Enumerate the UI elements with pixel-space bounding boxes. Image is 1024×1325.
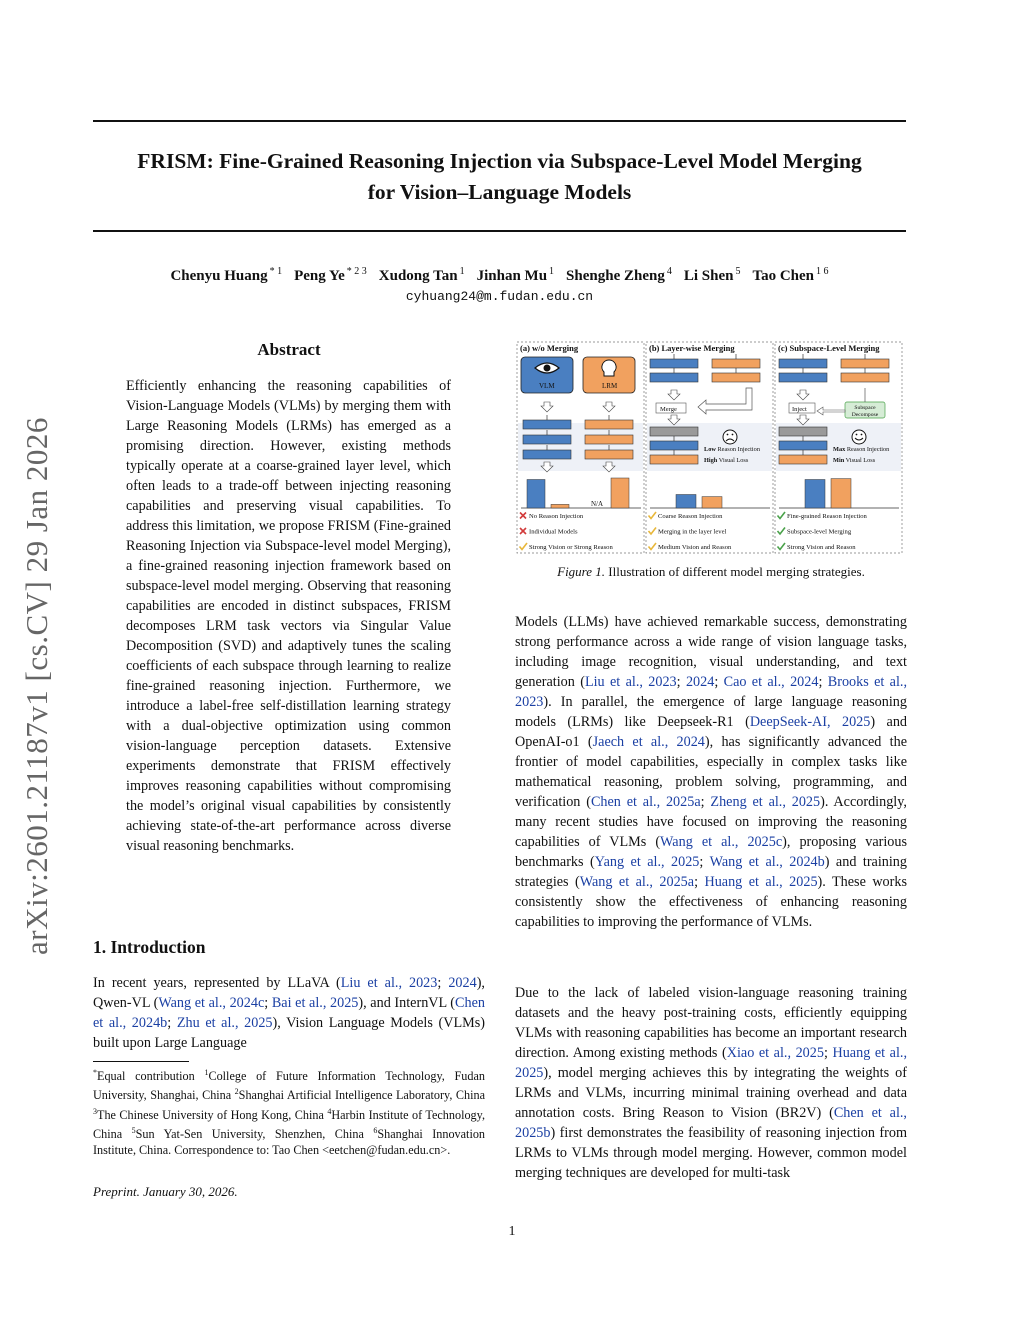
citation-link[interactable]: Xiao et al., 2025 [726, 1045, 824, 1061]
vlm-layer-block [523, 435, 571, 444]
paragraph-text: Models (LLMs) have achieved remarkable success, demonstrating strong performance across a wide range of vision language tasks, including image recognition, visual understanding, and text generation ( [515, 614, 907, 690]
panel-item-text: Fine-grained Reason Injection [787, 513, 867, 520]
lrm-layer-block [650, 455, 698, 464]
affiliation-text: The Chinese University of Hong Kong, China [97, 1107, 324, 1122]
paragraph-text: ) and OpenAI-o1 ( [515, 714, 908, 750]
subspace-decompose-word: Decompose [851, 412, 879, 418]
subspace-decompose-label [852, 405, 879, 418]
preprint-note: Preprint. January 30, 2026. [93, 1184, 238, 1199]
paragraph-text: ; [676, 674, 686, 690]
correspondence-note: Correspondence to: Tao Chen <eetchen@fudan.edu.cn>. [174, 1143, 451, 1158]
note-text: Reason Injection [715, 446, 760, 453]
inject-label: Inject [792, 406, 807, 413]
capability-bar [805, 480, 825, 509]
affiliation-text: College of Future Information Technology, Fudan University, Shanghai, China [93, 1069, 485, 1103]
paragraph-text: ), and InternVL ( [358, 995, 456, 1011]
author-affiliation-marks: 1 [549, 266, 555, 277]
paper-title [93, 146, 906, 208]
panel-item-text: Medium Vision and Reason [658, 544, 732, 551]
panel-item-text: Merging in the layer level [658, 528, 727, 536]
lrm-label: LRM [602, 382, 618, 390]
citation-link[interactable]: Huang et al., 2025 [515, 1045, 907, 1081]
author-name: Xudong Tan [378, 268, 458, 284]
face-eye [732, 434, 734, 436]
section-heading-introduction: 1. Introduction [93, 937, 206, 957]
citation-link[interactable]: Wang et al., 2025c [660, 834, 783, 850]
panel-title: (b) Layer-wise Merging [649, 343, 735, 353]
author-name: Peng Ye [294, 268, 345, 284]
note-text: Reason Injection [845, 446, 890, 453]
paragraph-text: ; [694, 874, 705, 890]
citation-link[interactable]: Chen et al., 2025a [590, 794, 701, 810]
citation-link[interactable]: Wang et al., 2024c [158, 995, 265, 1011]
sad-face-icon [723, 430, 737, 444]
affiliation-number: 5 [131, 1125, 136, 1135]
panel-title: (c) Subspace-Level Merging [778, 343, 880, 353]
paragraph-text: ; [699, 854, 710, 870]
merge-label: Merge [660, 406, 677, 413]
citation-link[interactable]: DeepSeek-AI, 2025 [749, 714, 871, 730]
abstract-heading: Abstract [257, 340, 321, 359]
citation-link[interactable]: 2024 [685, 674, 715, 690]
author-affiliation-marks: * 1 [269, 266, 283, 277]
panel-item-text: Strong Vision and Reason [787, 544, 856, 551]
affiliation-number: 6 [373, 1125, 378, 1135]
contact-email: cyhuang24@m.fudan.edu.cn [405, 289, 594, 304]
lrm-layer-block [779, 455, 827, 464]
citation-link[interactable]: Chen et al., 2025b [515, 1105, 907, 1141]
paragraph-text: ; [167, 1015, 177, 1031]
affiliation-text: Shanghai Artificial Intelligence Laboratory, China [238, 1088, 485, 1103]
capability-bar [831, 479, 851, 508]
panel-shaded-band [518, 423, 643, 471]
panel-item-text: Individual Models [529, 528, 578, 536]
author-affiliation-marks: 1 [459, 266, 465, 277]
citation-link[interactable]: Yang et al., 2025 [594, 854, 700, 870]
citation-link[interactable]: Wang et al., 2024b [709, 854, 825, 870]
paragraph-text: ) and training strategies ( [515, 854, 907, 890]
lrm-layer-block [585, 435, 633, 444]
affiliation-number: 1 [204, 1068, 209, 1077]
citation-link[interactable]: Liu et al., 2023 [584, 674, 677, 690]
citation-link[interactable]: Cao et al., 2024 [723, 674, 819, 690]
affiliation-text: Harbin Institute of Technology, China [93, 1107, 485, 1141]
vlm-layer-block [779, 373, 827, 382]
figure-1-caption [515, 564, 907, 580]
paragraph-text: In recent years, represented by LLaVA ( [93, 975, 341, 991]
affiliation-number: 2 [234, 1087, 239, 1097]
paragraph-text: ), has significantly advanced the frontier of model capabilities, especially in complex tasks like mathematical reasoning, problem solving, programming, and verification ( [515, 734, 908, 810]
author [294, 268, 367, 284]
arxiv-stamp: arXiv:2601.21187v1 [cs.CV] 29 Jan 2026 [19, 417, 54, 955]
merged-layer-block [779, 427, 827, 436]
citation-link[interactable]: Zheng et al., 2025 [710, 794, 821, 810]
author-name: Li Shen [683, 268, 734, 284]
citation-link[interactable]: Huang et al., 2025 [704, 874, 818, 890]
intro-paragraph-1 [93, 973, 485, 1053]
subspace-decompose-word: Subspace [854, 405, 876, 411]
happy-face-icon [852, 430, 866, 444]
affiliation-number: 3 [93, 1106, 97, 1116]
affiliation-text: Sun Yat-Sen University, Shenzhen, China [135, 1126, 364, 1141]
vlm-layer-block [650, 359, 698, 368]
capability-bar [551, 504, 569, 508]
paragraph-text: ). In parallel, the emergence of large language reasoning models (LRMs) like Deepseek-R1 ( [515, 694, 907, 730]
author [477, 268, 554, 284]
capability-bar [676, 495, 696, 509]
paragraph-text: ; [818, 674, 828, 690]
figure-caption-label: Figure 1. [557, 564, 606, 579]
vlm-label: VLM [539, 382, 555, 390]
citation-link[interactable]: Brooks et al., 2023 [515, 674, 907, 710]
footnote-rule [93, 1061, 189, 1062]
right-paragraph-1 [515, 612, 907, 932]
author-affiliation-marks: 4 [666, 266, 672, 277]
note-emphasis: Min [833, 457, 845, 464]
affiliation-text: Shanghai Innovation Institute, China. [93, 1126, 486, 1158]
bar-na-label: N/A [591, 500, 604, 508]
title-line-1: FRISM: Fine-Grained Reasoning Injection via Subspace-Level Model Merging [137, 149, 862, 173]
citation-link[interactable]: Chen et al., 2024b [93, 995, 485, 1031]
note-text: Visual Loss [844, 457, 876, 464]
author [752, 268, 828, 284]
citation-link[interactable]: Zhu et al., 2025 [176, 1015, 273, 1031]
equal-contribution-note: Equal contribution [97, 1069, 195, 1084]
face-eye [727, 434, 729, 436]
paragraph-text: ) first demonstrates the feasibility of reasoning injection from LRMs to VLMs through model merging. However, common model merging techniques are developed for multi-task [515, 1125, 907, 1181]
author-affiliation-marks: 1 6 [816, 266, 829, 277]
layer-merge-note [704, 457, 749, 464]
capability-bar [611, 478, 629, 508]
author [170, 268, 282, 284]
top-rule [93, 120, 906, 122]
lrm-layer-block [585, 420, 633, 429]
citation-link[interactable]: Jaech et al., 2024 [592, 734, 705, 750]
author [379, 268, 465, 284]
face-eye [856, 434, 858, 436]
note-text: Visual Loss [717, 457, 749, 464]
footnote-mark: * [93, 1068, 97, 1077]
page-number: 1 [508, 1224, 516, 1239]
note-emphasis: Low [704, 446, 716, 453]
paragraph-text: ), Vision Language Models (VLMs) built upon Large Language [93, 1015, 485, 1051]
lrm-layer-block [841, 359, 889, 368]
paragraph-text: ; [700, 794, 711, 810]
citation-link[interactable]: Liu et al., 2023 [340, 975, 438, 991]
author-name: Tao Chen [752, 268, 815, 284]
paragraph-text: ; [823, 1045, 833, 1061]
paragraph-text: ; [437, 975, 449, 991]
paragraph-text: Due to the lack of labeled vision-language reasoning training datasets and the heavy post-training costs, efficiently equipping VLMs with reasoning capabilities has become an important research direction. Among existing methods ( [515, 985, 907, 1061]
subspace-merge-note [833, 446, 890, 453]
paragraph-text: ), model merging achieves this by integrating the weights of LRMs and VLMs, incurring minimal training overhead and data annotation costs. Bring Reason to Vision (BR2V) ( [515, 1065, 907, 1121]
paragraph-text: ; [264, 995, 272, 1011]
title-line-2: for Vision–Language Models [367, 180, 632, 204]
paragraph-text: ). These works consistently show the effectiveness of enhancing reasoning capabilities to improving the performance of VLMs. [515, 874, 907, 930]
subspace-merge-note [833, 457, 876, 464]
face-eye [861, 434, 863, 436]
lrm-layer-block [712, 359, 760, 368]
capability-bar [527, 480, 545, 509]
lrm-layer-block [712, 373, 760, 382]
layer-merge-note [704, 446, 761, 453]
vlm-layer-block [523, 420, 571, 429]
vlm-layer-block [779, 441, 827, 450]
panel-item-text: Coarse Reason Injection [658, 513, 723, 520]
author-list [93, 266, 906, 285]
panel-title: (a) w/o Merging [520, 343, 579, 353]
abstract-text: Efficiently enhancing the reasoning capabilities of Vision-Language Models (VLMs) by merging them with Large Reasoning Models (LRMs) has emerged as a promising direction. However, existing methods typically operate at a coarse-grained layer level, which often leads to a trade-off between injecting reasoning capabilities and preserving visual capabilities. To address this limitation, we propose FRISM (Fine-grained Reasoning Injection via Subspace-level model Merging), a fine-grained reasoning injection framework based on subspace-level model merging. Observing that reasoning capabilities are encoded in distinct subspaces, FRISM decomposes LRM task vectors via Singular Value Decomposition (SVD) and adaptively tunes the scaling coefficients of each subspace through learning to realize fine-grained reasoning injection. Furthermore, we introduce a label-free self-distillation learning strategy with a dual-objective optimization using common vision-language perception datasets. Extensive experiments demonstrate that FRISM effectively improves reasoning capabilities without compromising the model’s original visual capabilities by consistently achieving state-of-the-art performance across diverse visual reasoning benchmarks. [126, 378, 451, 854]
paragraph-text: ). Accordingly, many recent studies have focused on improving the reasoning capabilities of VLMs ( [515, 794, 907, 850]
author-name: Shenghe Zheng [566, 268, 665, 284]
title-bottom-rule [93, 230, 906, 232]
author-name: Jinhan Mu [476, 268, 548, 284]
figure-caption-text: Illustration of different model merging strategies. [608, 564, 865, 579]
eye-pupil [544, 365, 551, 372]
author-affiliation-marks: 5 [735, 266, 741, 277]
affiliation-number: 4 [327, 1106, 332, 1116]
merged-layer-block [650, 427, 698, 436]
figure-1-diagram [515, 340, 907, 555]
author [684, 268, 741, 284]
vlm-layer-block [650, 373, 698, 382]
note-emphasis: Max [833, 446, 846, 453]
citation-link[interactable]: Wang et al., 2025a [579, 874, 695, 890]
note-emphasis: High [704, 457, 718, 464]
author [566, 268, 672, 284]
lightbulb-icon [602, 360, 616, 376]
panel-item-text: No Reason Injection [529, 513, 584, 520]
vlm-layer-block [650, 441, 698, 450]
lrm-layer-block [585, 450, 633, 459]
panel-item-text: Subspace-level Merging [787, 528, 852, 536]
panel-item-text: Strong Vision or Strong Reason [529, 544, 613, 551]
paragraph-text: ), Qwen-VL ( [93, 975, 485, 1011]
vlm-layer-block [779, 359, 827, 368]
affiliation-footnote [93, 1065, 485, 1158]
paragraph-text: ; [714, 674, 724, 690]
right-paragraph-2 [515, 983, 907, 1183]
author-affiliation-marks: * 2 3 [346, 266, 367, 277]
lrm-layer-block [841, 373, 889, 382]
citation-link[interactable]: Bai et al., 2025 [271, 995, 359, 1011]
capability-bar [702, 497, 722, 508]
paragraph-text: ), proposing various benchmarks ( [515, 834, 907, 870]
author-name: Chenyu Huang [170, 268, 268, 284]
citation-link[interactable]: 2024 [448, 975, 477, 991]
vlm-layer-block [523, 450, 571, 459]
